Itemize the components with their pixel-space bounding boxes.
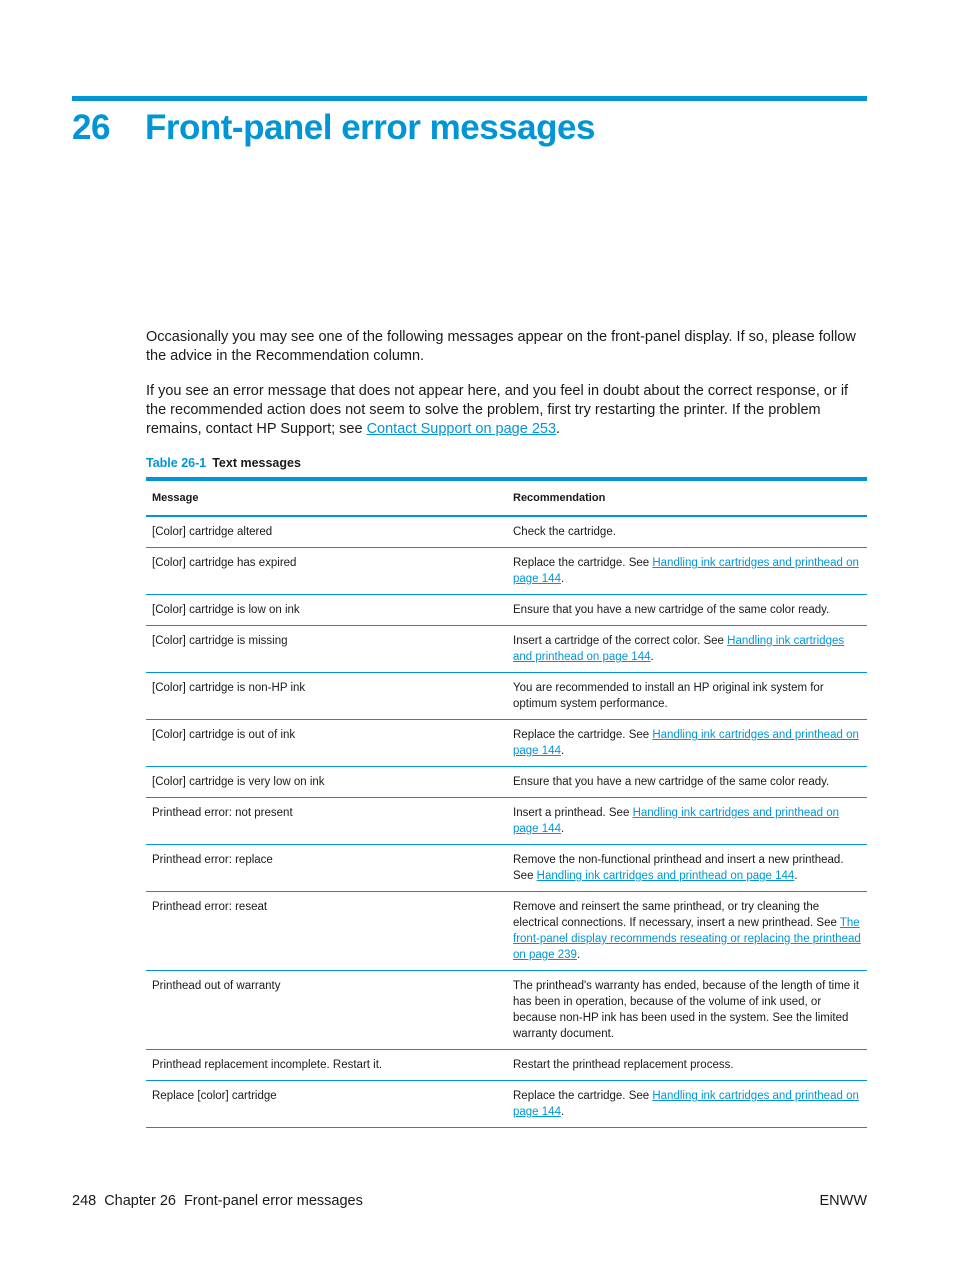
recommendation-cell (507, 516, 867, 548)
recommendation-link[interactable]: Handling ink cartridges and printhead on page 144 (513, 807, 840, 835)
chapter-number: 26 (72, 108, 110, 147)
recommendation-text: The printhead's warranty has ended, because of the length of time it has been in operation, because of the volume of ink used, or because non-HP ink has been used in the system. See the limited warranty document. (513, 980, 860, 1040)
footer-right: ENWW (819, 1193, 867, 1209)
recommendation-text: Ensure that you have a new cartridge of the same color ready. (513, 604, 830, 616)
footer-chapter-title: Front-panel error messages (183, 1193, 363, 1209)
recommendation-text: You are recommended to install an HP original ink system for optimum system performance. (513, 682, 824, 710)
recommendation-cell (507, 798, 867, 845)
message-cell: Replace [color] cartridge (152, 1090, 277, 1102)
recommendation-text: Replace the cartridge. See (513, 557, 653, 569)
recommendation-cell (507, 767, 867, 798)
recommendation-period: . (560, 823, 565, 835)
header-message: Message (152, 492, 199, 504)
recommendation-text: Remove the non-functional printhead and insert a new printhead. See (513, 854, 844, 882)
header-recommendation: Recommendation (513, 492, 606, 504)
message-cell: [Color] cartridge is very low on ink (152, 776, 325, 788)
recommendation-period: . (560, 745, 565, 757)
recommendation-period: . (650, 651, 654, 663)
table-caption (146, 456, 301, 470)
recommendation-text: Insert a cartridge of the correct color. See (513, 635, 728, 647)
table-row (146, 971, 867, 1050)
message-cell: Printhead error: not present (152, 807, 293, 819)
table-row (146, 673, 867, 720)
chapter-top-rule (72, 96, 867, 101)
table-row (146, 720, 867, 767)
footer-left (72, 1193, 371, 1209)
table-row (146, 548, 867, 595)
table-row (146, 595, 867, 626)
recommendation-cell (507, 845, 867, 892)
message-cell: [Color] cartridge is non-HP ink (152, 682, 306, 694)
recommendation-cell (507, 626, 867, 673)
message-cell: [Color] cartridge altered (152, 526, 273, 538)
message-cell: Printhead error: replace (152, 854, 273, 866)
recommendation-link[interactable]: Handling ink cartridges and printhead on page 144 (536, 870, 795, 882)
table-row (146, 626, 867, 673)
message-cell: Printhead error: reseat (152, 901, 268, 913)
recommendation-link[interactable]: Handling ink cartridges and printhead on page 144 (513, 635, 845, 663)
message-cell: Printhead replacement incomplete. Restart it. (152, 1059, 383, 1071)
message-cell: [Color] cartridge is missing (152, 635, 288, 647)
table-row (146, 767, 867, 798)
recommendation-text: Check the cartridge. (513, 526, 616, 538)
recommendation-link[interactable]: Handling ink cartridges and printhead on page 144 (513, 1090, 859, 1118)
message-cell: [Color] cartridge has expired (152, 557, 297, 569)
page-number: 248 (72, 1193, 97, 1209)
recommendation-cell (507, 1081, 867, 1128)
table-row (146, 798, 867, 845)
recommendation-cell (507, 1050, 867, 1081)
recommendation-cell (507, 892, 867, 971)
footer-chapter-label: Chapter 26 (104, 1193, 176, 1209)
recommendation-link[interactable]: The front-panel display recommends reseating or replacing the printhead on page 239 (513, 917, 861, 961)
table-caption-number: Table 26-1 (146, 456, 207, 470)
intro-paragraph-1: Occasionally you may see one of the following messages appear on the front-panel display. If so, please follow the advice in the Recommendation column. (146, 329, 856, 364)
recommendation-text: Remove and reinsert the same printhead, or try cleaning the electrical connections. If necessary, insert a new printhead. See (513, 901, 840, 929)
chapter-title (72, 108, 595, 158)
table-row (146, 516, 867, 548)
recommendation-text: Replace the cartridge. See (513, 1090, 653, 1102)
text-messages-table (146, 477, 867, 1128)
recommendation-cell (507, 548, 867, 595)
table-caption-title: Text messages (212, 456, 301, 470)
recommendation-cell (507, 971, 867, 1050)
intro-paragraph-2 (146, 382, 867, 439)
recommendation-cell (507, 720, 867, 767)
intro-period: . (556, 421, 561, 437)
recommendation-text: Ensure that you have a new cartridge of the same color ready. (513, 776, 830, 788)
message-cell: [Color] cartridge is low on ink (152, 604, 300, 616)
recommendation-period: . (794, 870, 798, 882)
recommendation-link[interactable]: Handling ink cartridges and printhead on page 144 (513, 557, 859, 585)
table-row (146, 1081, 867, 1128)
message-cell: Printhead out of warranty (152, 980, 281, 992)
table-body (146, 516, 867, 1128)
table-header-row (146, 479, 867, 516)
table-row (146, 845, 867, 892)
message-cell: [Color] cartridge is out of ink (152, 729, 296, 741)
recommendation-link[interactable]: Handling ink cartridges and printhead on page 144 (513, 729, 859, 757)
recommendation-text: Restart the printhead replacement process. (513, 1059, 734, 1071)
intro-text: If you see an error message that does not appear here, and you feel in doubt about the correct response, or if the recommended action does not seem to solve the problem, first try restarting the printer. If the problem remains, contact HP Support; see (146, 383, 849, 437)
chapter-title-text: Front-panel error messages (145, 108, 595, 147)
recommendation-period: . (560, 1106, 565, 1118)
recommendation-cell (507, 595, 867, 626)
recommendation-cell (507, 673, 867, 720)
recommendation-text: Insert a printhead. See (513, 807, 633, 819)
recommendation-period: . (576, 949, 581, 961)
recommendation-text: Replace the cartridge. See (513, 729, 653, 741)
table-row (146, 1050, 867, 1081)
table-row (146, 892, 867, 971)
recommendation-period: . (560, 573, 565, 585)
contact-support-link[interactable]: Contact Support on page 253 (366, 421, 557, 437)
